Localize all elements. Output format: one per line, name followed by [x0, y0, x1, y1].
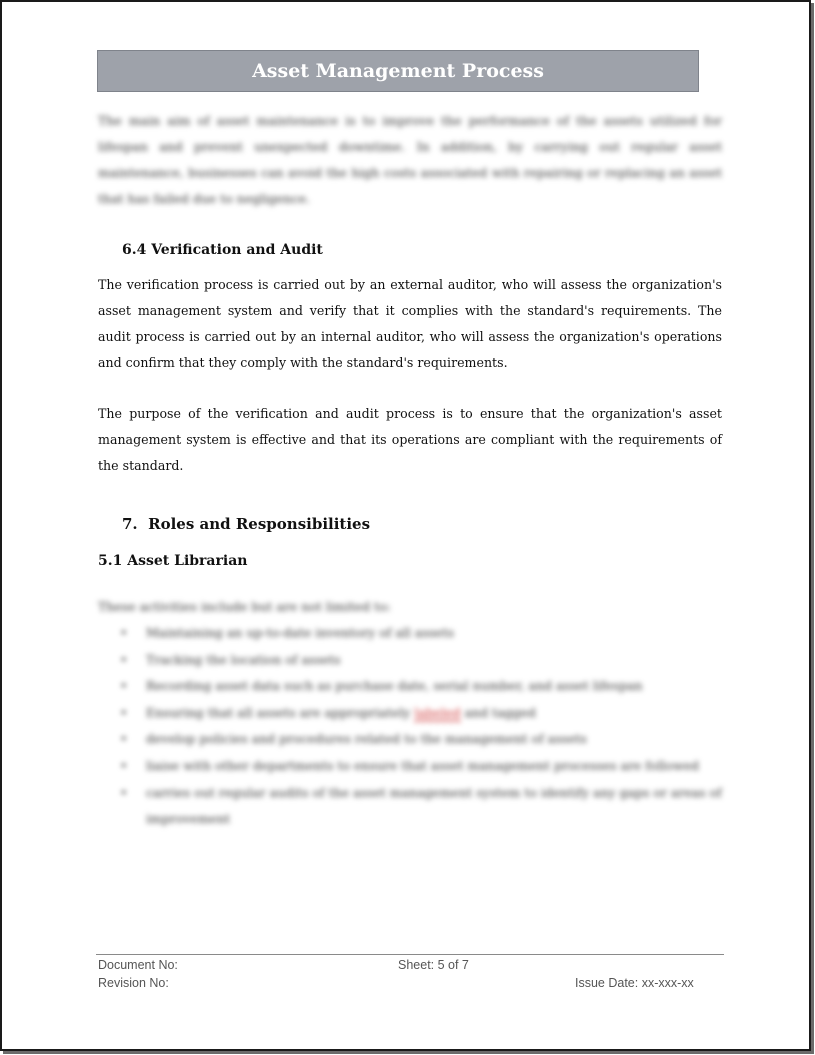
bullet-icon: • [120, 704, 128, 720]
bullet-icon: • [120, 757, 128, 773]
title-banner [97, 50, 699, 92]
list-item: • Maintaining an up-to-date inventory of all assets [120, 620, 724, 647]
list-item: • liaise with other departments to ensure that asset management processes are followed [120, 753, 724, 780]
list-item: • carries out regular audits of the asset management system to identify any gaps or areas of improvement [120, 780, 724, 833]
bullet-icon: • [120, 651, 128, 667]
footer-issue-date: Issue Date: xx-xxx-xx [575, 976, 694, 990]
verification-paragraph: The verification process is carried out by an external auditor, who will assess the organization's asset management system and verify that it complies with the standard's requirements. The audit process is carried out by an internal auditor, who will assess the organization's operations and confirm that they comply with the standard's requirements. [98, 277, 722, 370]
list-item: • Recording asset data such as purchase date, serial number, and asset lifespan [120, 673, 724, 700]
section-6-4-heading: 6.4 Verification and Audit [122, 242, 323, 258]
footer-divider [96, 954, 724, 955]
asset-librarian-subheading: 5.1 Asset Librarian [98, 553, 248, 569]
list-item: • develop policies and procedures related to the management of assets [120, 726, 724, 753]
section-7-title: Roles and Responsibilities [148, 515, 371, 533]
blurred-activities-intro: These activities include but are not limited to: [98, 599, 391, 614]
bullet-icon: • [120, 731, 128, 747]
list-item: • Tracking the location of assets [120, 647, 724, 674]
bullet-icon: • [120, 678, 128, 694]
bullet-icon: • [120, 625, 128, 640]
document-title: Asset Management Process [252, 60, 544, 82]
blurred-intro-paragraph: The main aim of asset maintenance is to improve the performance of the assets utilized for lifespan and prevent unexpected downtime. In addition, by carrying out regular asset maintenance, businesses can avoid the high costs associated with repairing or replacing an asset that has failed due to negligence. [98, 113, 722, 206]
footer-sheet-number: Sheet: 5 of 7 [398, 958, 469, 972]
section-7-number: 7. [122, 515, 138, 533]
section-7-heading [122, 515, 370, 533]
misspelled-word: labeled [414, 704, 461, 720]
footer-revision-no: Revision No: [98, 976, 169, 990]
blurred-activities-list [120, 620, 724, 833]
bullet-icon: • [120, 784, 128, 800]
list-item: • Ensuring that all assets are appropriately labeled and tagged [120, 700, 724, 727]
footer-document-no: Document No: [98, 958, 178, 972]
purpose-paragraph: The purpose of the verification and audit process is to ensure that the organization's asset management system is effective and that its operations are compliant with the requirements of the standard. [98, 406, 722, 473]
